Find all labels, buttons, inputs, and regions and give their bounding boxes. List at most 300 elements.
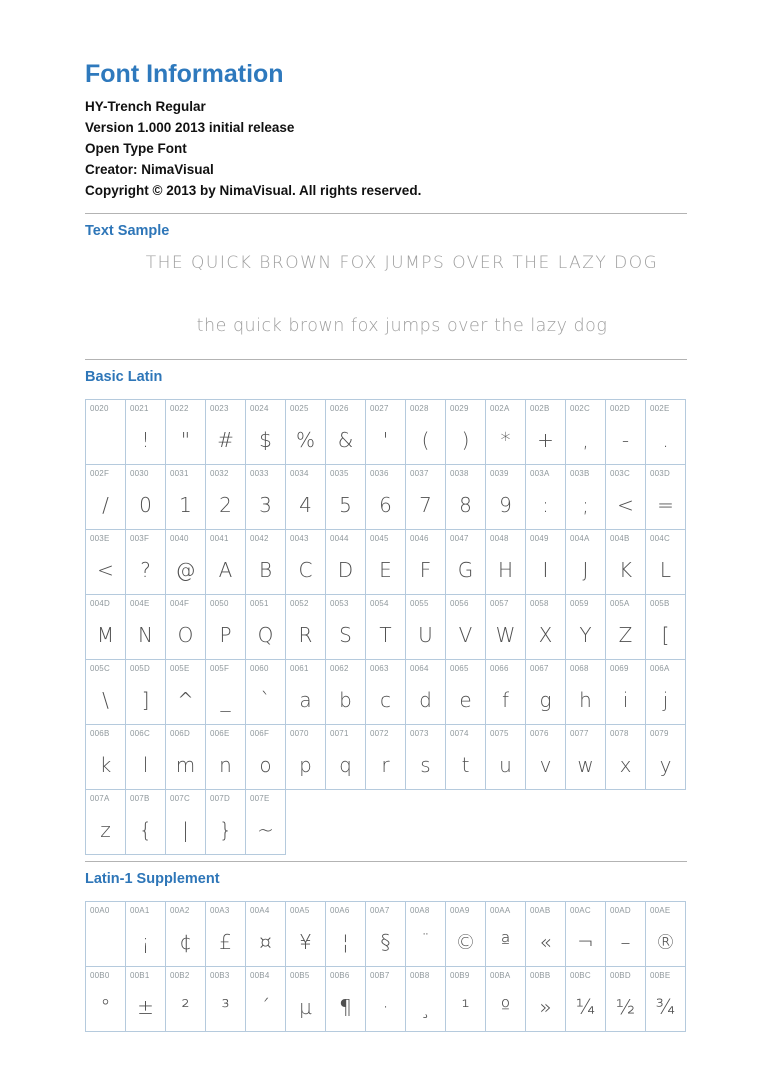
glyph-cell-0038 (446, 465, 486, 530)
codepoint-label: 00A8 (410, 906, 430, 915)
latin1-supplement-heading: Latin-1 Supplement (85, 871, 220, 887)
glyph-sample: » (539, 995, 552, 1019)
codepoint-label: 0034 (290, 469, 309, 478)
glyph-sample: I (542, 558, 549, 582)
glyph-cell-00A0 (86, 902, 126, 967)
glyph-cell-0047 (446, 530, 486, 595)
codepoint-label: 0077 (570, 729, 589, 738)
glyph-sample: K (618, 558, 633, 582)
glyph-cell-0036 (366, 465, 406, 530)
meta-line-font-name: HY-Trench Regular (85, 99, 206, 114)
glyph-cell-0023 (206, 400, 246, 465)
glyph-cell-002A (486, 400, 526, 465)
glyph-cell-0060 (246, 660, 286, 725)
glyph-sample: X (538, 623, 553, 647)
glyph-sample: p (299, 753, 312, 777)
glyph-sample: e (459, 688, 472, 712)
codepoint-label: 00B7 (370, 971, 390, 980)
glyph-sample: § (380, 930, 391, 954)
glyph-sample: . (662, 428, 669, 452)
glyph-cell-0032 (206, 465, 246, 530)
glyph-cell-0040 (166, 530, 206, 595)
glyph-cell-0030 (126, 465, 166, 530)
glyph-sample: ' (382, 428, 389, 452)
glyph-cell-00AC (566, 902, 606, 967)
meta-line-version: Version 1.000 2013 initial release (85, 120, 295, 135)
codepoint-label: 00AB (530, 906, 551, 915)
glyph-cell-0028 (406, 400, 446, 465)
glyph-sample: ^ (177, 688, 194, 712)
codepoint-label: 0040 (170, 534, 189, 543)
glyph-cell-004C (646, 530, 686, 595)
section-divider (85, 861, 687, 862)
glyph-sample: P (219, 623, 232, 647)
glyph-sample: 0 (139, 493, 152, 517)
glyph-sample: o (259, 753, 272, 777)
codepoint-label: 0038 (450, 469, 469, 478)
codepoint-label: 003B (570, 469, 590, 478)
glyph-sample: [ (661, 623, 670, 647)
codepoint-label: 005F (210, 664, 230, 673)
glyph-cell-00B5 (286, 967, 326, 1032)
glyph-cell-00AE (646, 902, 686, 967)
codepoint-label: 007A (90, 794, 110, 803)
glyph-cell-004E (126, 595, 166, 660)
codepoint-label: 00A7 (370, 906, 390, 915)
codepoint-label: 006D (170, 729, 190, 738)
codepoint-label: 0073 (410, 729, 429, 738)
glyph-cell-0041 (206, 530, 246, 595)
codepoint-label: 002F (90, 469, 110, 478)
glyph-sample: H (497, 558, 514, 582)
codepoint-label: 00B9 (450, 971, 470, 980)
codepoint-label: 002A (490, 404, 510, 413)
glyph-cell-0050 (206, 595, 246, 660)
codepoint-label: 006B (90, 729, 110, 738)
glyph-sample: { (139, 818, 152, 842)
codepoint-label: 00B8 (410, 971, 430, 980)
glyph-cell-0063 (366, 660, 406, 725)
glyph-sample: " (180, 428, 191, 452)
glyph-sample: k (99, 753, 112, 777)
glyph-cell-003F (126, 530, 166, 595)
codepoint-label: 0053 (330, 599, 349, 608)
glyph-cell-0033 (246, 465, 286, 530)
glyph-cell-00A2 (166, 902, 206, 967)
glyph-cell-003A (526, 465, 566, 530)
glyph-sample: a (299, 688, 312, 712)
glyph-cell-006F (246, 725, 286, 790)
glyph-sample: # (217, 428, 234, 452)
glyph-sample: 1 (179, 493, 192, 517)
glyph-sample: x (619, 753, 632, 777)
glyph-sample: = (657, 493, 674, 517)
codepoint-label: 0033 (250, 469, 269, 478)
codepoint-label: 003D (650, 469, 670, 478)
codepoint-label: 005D (130, 664, 150, 673)
glyph-cell-0046 (406, 530, 446, 595)
glyph-sample: ¤ (259, 930, 272, 954)
glyph-sample: | (182, 818, 189, 842)
codepoint-label: 0030 (130, 469, 149, 478)
codepoint-label: 00A3 (210, 906, 230, 915)
glyph-sample: d (419, 688, 432, 712)
glyph-sample: ¢ (179, 930, 192, 954)
glyph-sample: ¹ (461, 995, 470, 1019)
codepoint-label: 0051 (250, 599, 269, 608)
glyph-cell-0064 (406, 660, 446, 725)
glyph-cell-0057 (486, 595, 526, 660)
glyph-cell-002E (646, 400, 686, 465)
glyph-sample: ¡ (141, 930, 150, 954)
glyph-sample: ¬ (577, 930, 594, 954)
glyph-cell-0025 (286, 400, 326, 465)
glyph-cell-00B3 (206, 967, 246, 1032)
codepoint-label: 00AA (490, 906, 511, 915)
glyph-cell-00AB (526, 902, 566, 967)
glyph-sample: U (418, 623, 433, 647)
glyph-sample: « (539, 930, 552, 954)
glyph-sample: @ (175, 558, 196, 582)
glyph-cell-00BD (606, 967, 646, 1032)
codepoint-label: 0031 (170, 469, 189, 478)
codepoint-label: 0045 (370, 534, 389, 543)
codepoint-label: 0058 (530, 599, 549, 608)
glyph-sample: ~ (257, 818, 274, 842)
glyph-sample: : (542, 493, 549, 517)
codepoint-label: 00A9 (450, 906, 470, 915)
codepoint-label: 004B (610, 534, 630, 543)
codepoint-label: 0063 (370, 664, 389, 673)
codepoint-label: 0025 (290, 404, 309, 413)
glyph-sample: 7 (419, 493, 432, 517)
codepoint-label: 0054 (370, 599, 389, 608)
codepoint-label: 00B2 (170, 971, 190, 980)
glyph-cell-0043 (286, 530, 326, 595)
glyph-sample: + (537, 428, 554, 452)
glyph-cell-0044 (326, 530, 366, 595)
glyph-cell-0024 (246, 400, 286, 465)
glyph-cell-0061 (286, 660, 326, 725)
codepoint-label: 0046 (410, 534, 429, 543)
codepoint-label: 005C (90, 664, 110, 673)
codepoint-label: 0065 (450, 664, 469, 673)
glyph-cell-005A (606, 595, 646, 660)
glyph-cell-0065 (446, 660, 486, 725)
glyph-cell-006B (86, 725, 126, 790)
glyph-sample: _ (220, 688, 231, 712)
glyph-cell-0069 (606, 660, 646, 725)
glyph-cell-00A7 (366, 902, 406, 967)
glyph-sample: 9 (499, 493, 512, 517)
glyph-cell-005C (86, 660, 126, 725)
glyph-sample: T (379, 623, 392, 647)
glyph-cell-003C (606, 465, 646, 530)
glyph-cell-0070 (286, 725, 326, 790)
glyph-cell-0042 (246, 530, 286, 595)
glyph-sample: ) (461, 428, 470, 452)
glyph-sample: L (659, 558, 672, 582)
codepoint-label: 0050 (210, 599, 229, 608)
glyph-sample: , (582, 428, 589, 452)
codepoint-label: 00A0 (90, 906, 110, 915)
glyph-sample: n (219, 753, 232, 777)
glyph-cell-0022 (166, 400, 206, 465)
glyph-cell-0055 (406, 595, 446, 660)
codepoint-label: 0032 (210, 469, 229, 478)
glyph-cell-0048 (486, 530, 526, 595)
codepoint-label: 004C (650, 534, 670, 543)
glyph-sample: ± (137, 995, 154, 1019)
glyph-cell-00BA (486, 967, 526, 1032)
glyph-cell-005D (126, 660, 166, 725)
glyph-cell-006E (206, 725, 246, 790)
page-title: Font Information (85, 60, 284, 88)
codepoint-label: 0027 (370, 404, 389, 413)
glyph-cell-0035 (326, 465, 366, 530)
glyph-sample: – (620, 930, 631, 954)
codepoint-label: 0026 (330, 404, 349, 413)
glyph-cell-00AD (606, 902, 646, 967)
glyph-cell-00A8 (406, 902, 446, 967)
glyph-cell-00B0 (86, 967, 126, 1032)
glyph-sample: W (495, 623, 516, 647)
sample-lowercase: the quick brown fox jumps over the lazy dog (196, 316, 608, 336)
glyph-sample: J (582, 558, 589, 582)
glyph-sample: F (419, 558, 432, 582)
glyph-cell-0068 (566, 660, 606, 725)
glyph-sample: µ (299, 995, 312, 1019)
glyph-cell-0066 (486, 660, 526, 725)
glyph-sample: O (177, 623, 194, 647)
glyph-sample: < (617, 493, 634, 517)
glyph-cell-0021 (126, 400, 166, 465)
glyph-sample: 4 (299, 493, 312, 517)
glyph-cell-005E (166, 660, 206, 725)
codepoint-label: 002D (610, 404, 630, 413)
glyph-sample: 8 (459, 493, 472, 517)
glyph-cell-00B1 (126, 967, 166, 1032)
codepoint-label: 0043 (290, 534, 309, 543)
glyph-cell-0034 (286, 465, 326, 530)
codepoint-label: 00BB (530, 971, 551, 980)
codepoint-label: 0060 (250, 664, 269, 673)
glyph-sample: ¼ (575, 995, 596, 1019)
glyph-sample: © (455, 930, 476, 954)
glyph-sample: t (461, 753, 470, 777)
codepoint-label: 0057 (490, 599, 509, 608)
glyph-sample: S (339, 623, 352, 647)
glyph-cell-0079 (646, 725, 686, 790)
codepoint-label: 0049 (530, 534, 549, 543)
section-divider (85, 213, 687, 214)
codepoint-label: 00A5 (290, 906, 310, 915)
latin1-supplement-glyph-table (85, 901, 686, 1032)
glyph-sample: º (500, 995, 511, 1019)
glyph-cell-0020 (86, 400, 126, 465)
glyph-cell-0058 (526, 595, 566, 660)
codepoint-label: 00B3 (210, 971, 230, 980)
codepoint-label: 005A (610, 599, 630, 608)
codepoint-label: 0078 (610, 729, 629, 738)
codepoint-label: 00B0 (90, 971, 110, 980)
font-meta-block (85, 96, 687, 201)
codepoint-label: 00A4 (250, 906, 270, 915)
codepoint-label: 005E (170, 664, 190, 673)
glyph-cell-002C (566, 400, 606, 465)
glyph-sample: } (219, 818, 232, 842)
glyph-sample: r (381, 753, 390, 777)
glyph-sample (86, 420, 125, 460)
glyph-cell-0071 (326, 725, 366, 790)
codepoint-label: 0020 (90, 404, 109, 413)
glyph-sample: C (298, 558, 313, 582)
glyph-sample (86, 922, 125, 962)
glyph-sample: l (142, 753, 149, 777)
document-content (85, 0, 687, 1032)
glyph-cell-004A (566, 530, 606, 595)
glyph-sample: ¨ (420, 930, 431, 954)
glyph-sample: ? (140, 558, 151, 582)
glyph-sample: s (420, 753, 431, 777)
codepoint-label: 0066 (490, 664, 509, 673)
codepoint-label: 002C (570, 404, 590, 413)
codepoint-label: 0052 (290, 599, 309, 608)
codepoint-label: 00A1 (130, 906, 150, 915)
codepoint-label: 0069 (610, 664, 629, 673)
glyph-sample: ¾ (655, 995, 676, 1019)
glyph-cell-007A (86, 790, 126, 855)
codepoint-label: 0041 (210, 534, 229, 543)
codepoint-label: 004D (90, 599, 110, 608)
codepoint-label: 0044 (330, 534, 349, 543)
codepoint-label: 002E (650, 404, 670, 413)
glyph-cell-0049 (526, 530, 566, 595)
glyph-sample: ( (421, 428, 430, 452)
glyph-sample: B (258, 558, 273, 582)
codepoint-label: 006E (210, 729, 230, 738)
codepoint-label: 007B (130, 794, 150, 803)
glyph-cell-00A4 (246, 902, 286, 967)
glyph-cell-0039 (486, 465, 526, 530)
glyph-sample: 6 (379, 493, 392, 517)
glyph-sample: 5 (339, 493, 352, 517)
codepoint-label: 0036 (370, 469, 389, 478)
glyph-sample: V (458, 623, 473, 647)
glyph-cell-007C (166, 790, 206, 855)
glyph-cell-004B (606, 530, 646, 595)
codepoint-label: 0028 (410, 404, 429, 413)
glyph-sample: $ (259, 428, 272, 452)
glyph-sample: m (175, 753, 196, 777)
glyph-cell-007E (246, 790, 286, 855)
glyph-cell-006A (646, 660, 686, 725)
glyph-sample: ! (141, 428, 150, 452)
glyph-sample: ; (582, 493, 589, 517)
codepoint-label: 0042 (250, 534, 269, 543)
glyph-sample: u (499, 753, 512, 777)
glyph-cell-00B2 (166, 967, 206, 1032)
glyph-cell-005F (206, 660, 246, 725)
glyph-cell-0027 (366, 400, 406, 465)
codepoint-label: 00B5 (290, 971, 310, 980)
codepoint-label: 0035 (330, 469, 349, 478)
glyph-cell-0051 (246, 595, 286, 660)
glyph-sample: 3 (259, 493, 272, 517)
glyph-cell-0029 (446, 400, 486, 465)
codepoint-label: 00B1 (130, 971, 150, 980)
glyph-cell-0056 (446, 595, 486, 660)
glyph-cell-007B (126, 790, 166, 855)
codepoint-label: 0023 (210, 404, 229, 413)
glyph-sample: ` (260, 688, 271, 712)
glyph-cell-002F (86, 465, 126, 530)
codepoint-label: 0076 (530, 729, 549, 738)
codepoint-label: 00BD (610, 971, 631, 980)
glyph-cell-0026 (326, 400, 366, 465)
glyph-cell-0078 (606, 725, 646, 790)
glyph-sample: i (622, 688, 629, 712)
glyph-cell-0045 (366, 530, 406, 595)
glyph-cell-0054 (366, 595, 406, 660)
glyph-cell-003E (86, 530, 126, 595)
codepoint-label: 003E (90, 534, 110, 543)
glyph-cell-00A5 (286, 902, 326, 967)
codepoint-label: 00AC (570, 906, 591, 915)
glyph-sample: ² (181, 995, 190, 1019)
codepoint-label: 00B4 (250, 971, 270, 980)
glyph-sample: A (218, 558, 233, 582)
glyph-sample: ¦ (342, 930, 349, 954)
codepoint-label: 004F (170, 599, 190, 608)
codepoint-label: 007D (210, 794, 230, 803)
section-divider (85, 359, 687, 360)
glyph-sample: j (662, 688, 669, 712)
glyph-sample: / (102, 493, 109, 517)
codepoint-label: 0048 (490, 534, 509, 543)
glyph-sample: ¸ (420, 995, 431, 1019)
codepoint-label: 0070 (290, 729, 309, 738)
codepoint-label: 00B6 (330, 971, 350, 980)
codepoint-label: 0021 (130, 404, 149, 413)
codepoint-label: 0059 (570, 599, 589, 608)
codepoint-label: 0039 (490, 469, 509, 478)
glyph-cell-0053 (326, 595, 366, 660)
glyph-sample: h (579, 688, 592, 712)
glyph-cell-0073 (406, 725, 446, 790)
glyph-sample: E (379, 558, 392, 582)
codepoint-label: 006F (250, 729, 270, 738)
glyph-cell-002B (526, 400, 566, 465)
codepoint-label: 00AD (610, 906, 631, 915)
glyph-sample: ° (100, 995, 111, 1019)
glyph-sample: ] (141, 688, 150, 712)
meta-line-font-type: Open Type Font (85, 141, 187, 156)
glyph-cell-0075 (486, 725, 526, 790)
codepoint-label: 002B (530, 404, 550, 413)
codepoint-label: 006A (650, 664, 670, 673)
codepoint-label: 00BE (650, 971, 671, 980)
glyph-sample: - (621, 428, 630, 452)
glyph-cell-0062 (326, 660, 366, 725)
codepoint-label: 00A2 (170, 906, 190, 915)
glyph-cell-00A6 (326, 902, 366, 967)
codepoint-label: 003A (530, 469, 550, 478)
glyph-sample: b (339, 688, 352, 712)
glyph-cell-0072 (366, 725, 406, 790)
codepoint-label: 004A (570, 534, 590, 543)
glyph-cell-00B4 (246, 967, 286, 1032)
